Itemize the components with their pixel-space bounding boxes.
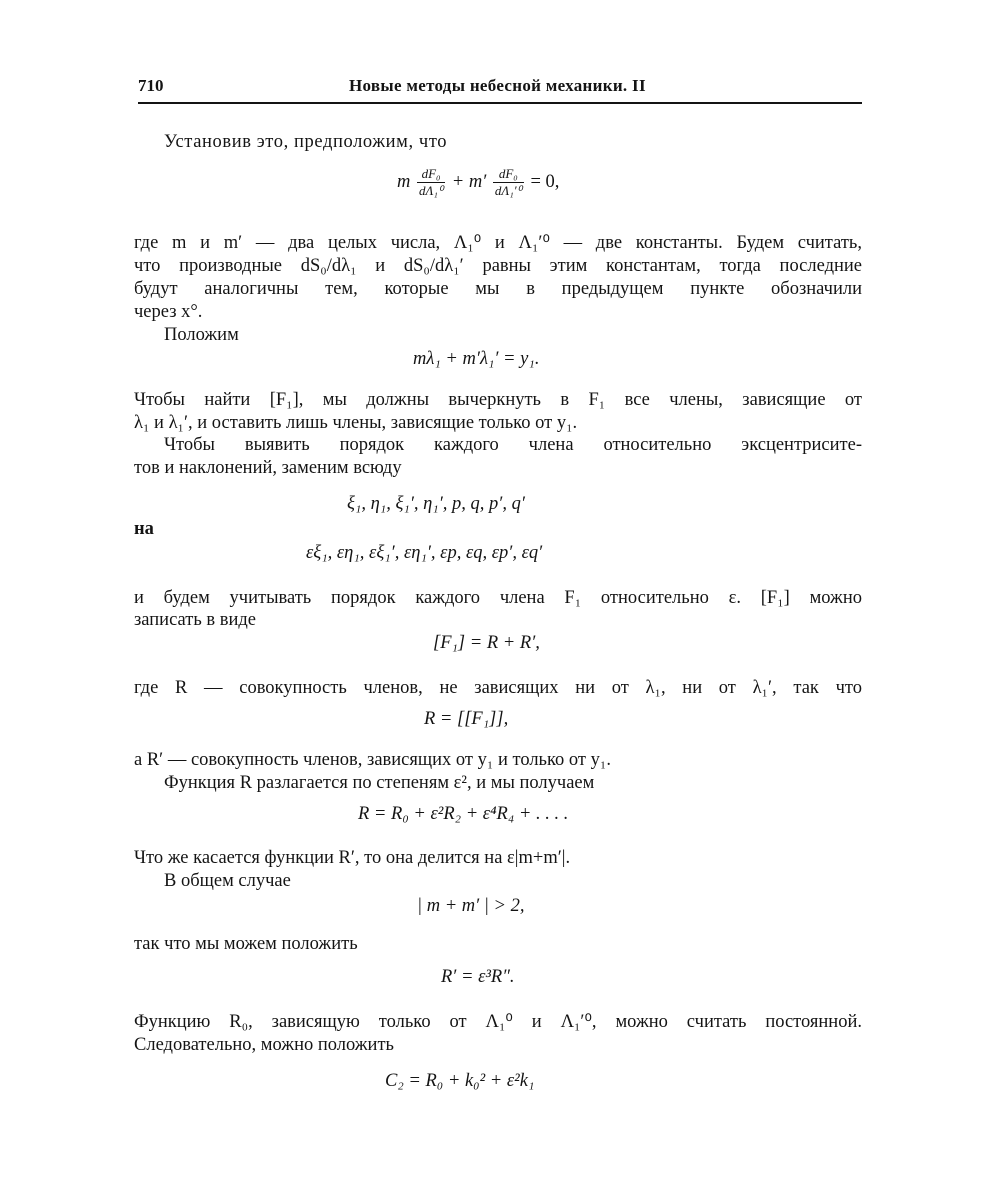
formula-m: m [397,171,411,192]
formula-inequality: | m + m′ | > 2, [417,896,525,916]
text-line: тов и наклонений, заменим всюду [134,458,402,478]
fraction-1 [417,166,445,199]
formula-r-expansion: R = R₀ + ε²R₂ + ε⁴R₄ + . . . . [358,804,569,824]
text-line: Чтобы выявить порядок каждого члена относительно эксцентриситe- [164,435,862,455]
text-line: Чтобы найти [F₁], мы должны вычеркнуть в F₁ все члены, зависящие от [134,390,862,410]
text-line: Функцию R₀, зависящую только от Λ₁⁰ и Λ₁′⁰, можно считать постоянной. [134,1012,862,1032]
formula-r-prime: R′ = ε³R″. [441,967,515,987]
text-line: записать в виде [134,610,257,630]
header-rule [138,102,862,104]
text-line: так что мы можем положить [134,934,358,954]
text-line: через x°. [134,302,203,322]
text-line: λ₁ и λ₁′, и оставить лишь члены, зависящие только от y₁. [134,413,578,433]
formula-f1-decomposition: [F₁] = R + R′, [433,633,540,653]
text-line: Что же касается функции R′, то она делится на ε|m+m′|. [134,848,571,868]
fraction-1-numerator: dF₀ [417,166,445,183]
formula-equals-zero: = 0, [530,171,560,192]
text-line: Положим [164,325,239,345]
text-line: В общем случае [164,871,291,891]
formula-variables: ξ₁, η₁, ξ₁′, η₁′, p, q, p′, q′ [347,494,525,514]
formula-c2: C₂ = R₀ + k₀² + ε²k₁ [385,1071,535,1091]
formula-y1: mλ₁ + m′λ₁′ = y₁. [413,349,540,369]
fraction-2-numerator: dF₀ [493,166,524,183]
running-header [138,76,862,100]
text-line: на [134,519,154,539]
text-line: а R′ — совокупность членов, зависящих от y₁ и только от y₁. [134,750,611,770]
formula-scaled-variables: εξ₁, εη₁, εξ₁′, εη₁′, εp, εq, εp′, εq′ [306,543,543,563]
text-line: Функция R разлагается по степеням ε², и мы получаем [164,773,595,793]
text-line: где m и m′ — два целых числа, Λ₁⁰ и Λ₁′⁰ — две константы. Будем считать, [134,233,862,253]
running-title: Новые методы небесной механики. II [349,76,646,95]
formula-plus-m-prime: + m′ [451,171,487,192]
fraction-2 [493,166,524,199]
fraction-2-denominator: dΛ₁′⁰ [494,183,522,198]
formula-derivative-sum [397,166,559,199]
fraction-1-denominator: dΛ₁⁰ [419,183,444,198]
paragraph-intro: Установив это, предположим, что [164,132,448,152]
text-line: где R — совокупность членов, не зависящих ни от λ₁, ни от λ₁′, так что [134,678,862,698]
text-line: будут аналогичны тем, которые мы в предыдущем пункте обозначили [134,279,862,299]
formula-r-average: R = [[F₁]], [424,709,509,729]
text-line: что производные dS₀/dλ₁ и dS₀/dλ₁′ равны этим константам, тогда последние [134,256,862,276]
page-number: 710 [138,76,164,95]
text-line: и будем учитывать порядок каждого члена F₁ относительно ε. [F₁] можно [134,588,862,608]
text-line: Следовательно, можно положить [134,1035,394,1055]
